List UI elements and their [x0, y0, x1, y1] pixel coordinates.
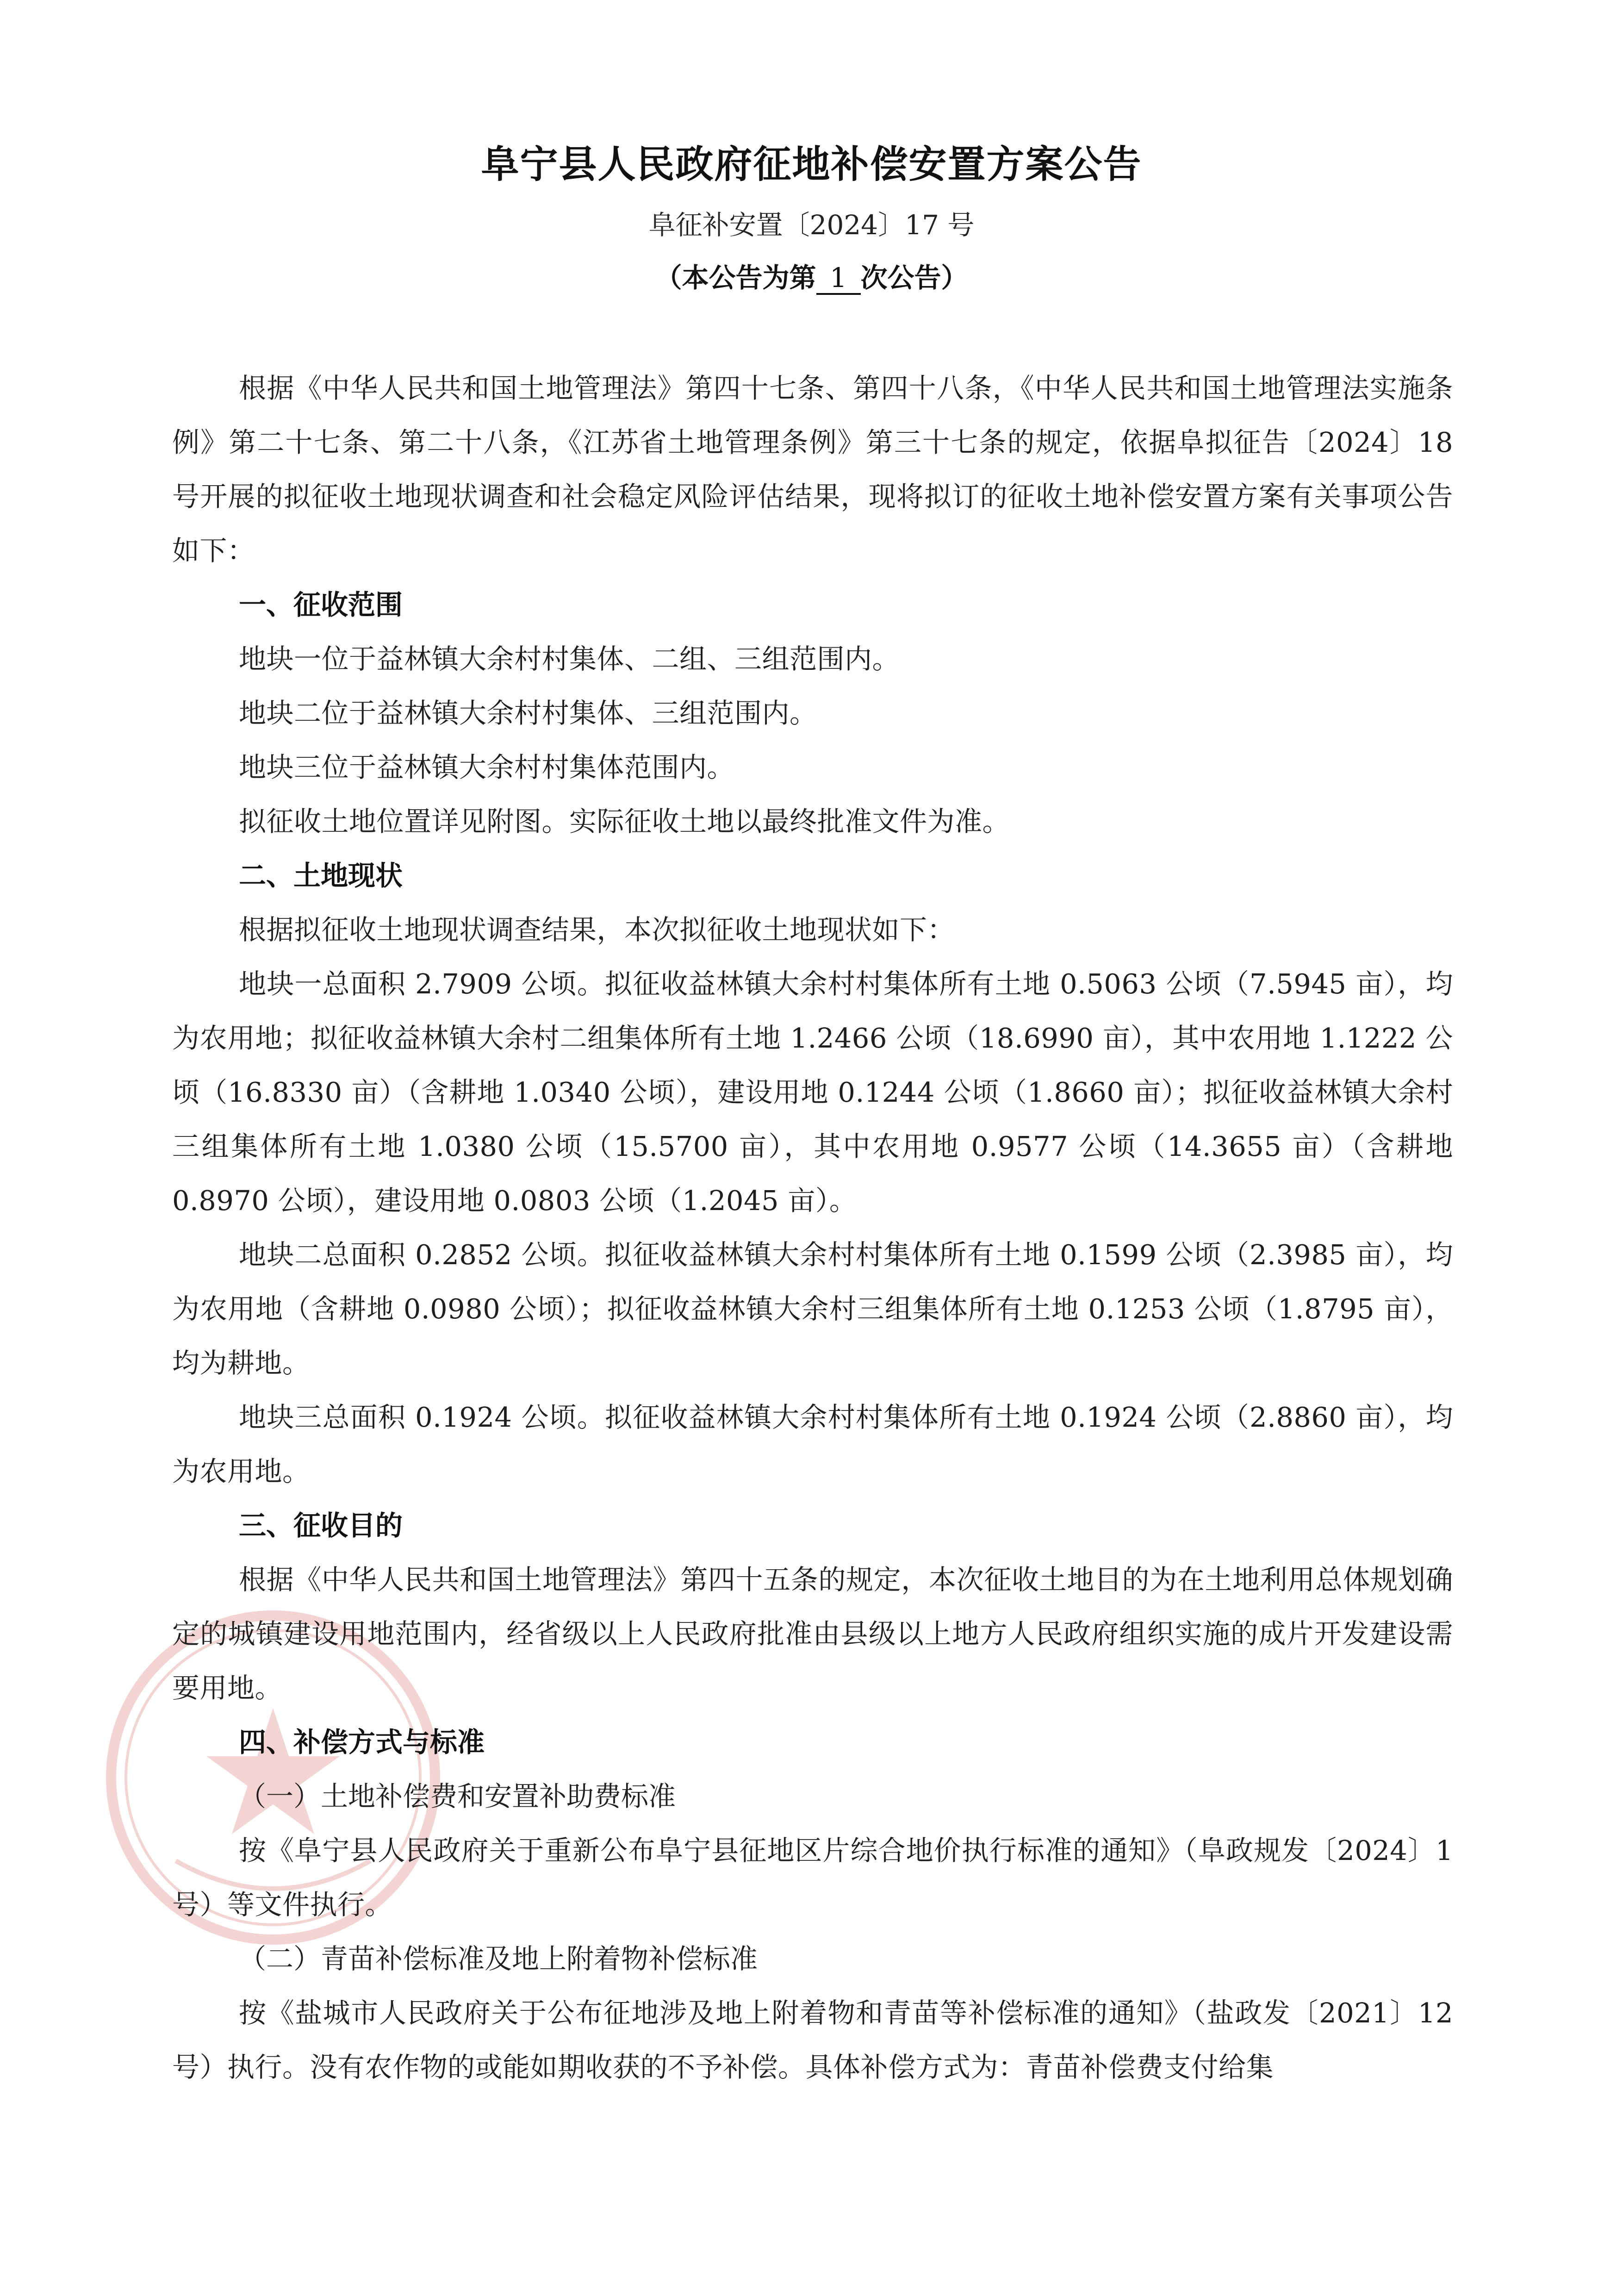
section-heading-scope: 一、征收范围 — [239, 589, 403, 621]
document-title: 阜宁县人民政府征地补偿安置方案公告 — [481, 143, 1142, 187]
notice-count-number: 1 — [816, 262, 861, 295]
status-paragraph: 地块三总面积 0.1924 公顷。拟征收益林镇大余村村集体所有土地 0.1924 公顷（2.8860 亩），均为农用地。 — [172, 1401, 1453, 1487]
intro-paragraph: 根据《中华人民共和国土地管理法》第四十七条、第四十八条，《中华人民共和国土地管理法实施条例》第二十七条、第二十八条，《江苏省土地管理条例》第三十七条的规定，依据阜拟征告〔2024〕18 号开展的拟征收土地现状调查和社会稳定风险评估结果，现将拟订的征收土地补偿安置方案有关事项公告如下： — [172, 372, 1453, 567]
section-heading-compensation: 四、补偿方式与标准 — [239, 1726, 485, 1758]
scope-paragraph: 地块一位于益林镇大余村村集体、二组、三组范围内。 — [239, 643, 900, 675]
scope-paragraph: 地块二位于益林镇大余村村集体、三组范围内。 — [239, 697, 817, 729]
notice-count — [0, 259, 1623, 296]
status-paragraph: 地块二总面积 0.2852 公顷。拟征收益林镇大余村村集体所有土地 0.1599 公顷（2.3985 亩），均为农用地（含耕地 0.0980 公顷）；拟征收益林镇大余村三组集体所有土地 0.1253 公顷（1.8795 亩），均为耕地。 — [172, 1239, 1453, 1379]
notice-count-suffix: 次公告） — [860, 262, 968, 293]
purpose-paragraph: 根据《中华人民共和国土地管理法》第四十五条的规定，本次征收土地目的为在土地利用总体规划确定的城镇建设用地范围内，经省级以上人民政府批准由县级以上地方人民政府组织实施的成片开发建设需要用地。 — [172, 1564, 1453, 1704]
subsection-heading-land-compensation: （一）土地补偿费和安置补助费标准 — [239, 1780, 676, 1812]
scope-paragraph: 拟征收土地位置详见附图。实际征收土地以最终批准文件为准。 — [239, 805, 1010, 837]
status-paragraph: 地块一总面积 2.7909 公顷。拟征收益林镇大余村村集体所有土地 0.5063 公顷（7.5945 亩），均为农用地；拟征收益林镇大余村二组集体所有土地 1.2466 公顷（18.6990 亩），其中农用地 1.1222 公顷（16.8330 亩）（含耕地 1.0340 公顷），建设用地 0.1244 公顷（1.8660 亩）；拟征收益林镇大余村三组集体所有土地 1.0380 公顷（15.5700 亩），其中农用地 0.9577 公顷（14.3655 亩）（含耕地 0.8970 公顷），建设用地 0.0803 公顷（1.2045 亩）。 — [172, 968, 1453, 1217]
status-paragraph: 根据拟征收土地现状调查结果，本次拟征收土地现状如下： — [239, 914, 955, 946]
section-heading-purpose: 三、征收目的 — [239, 1510, 403, 1541]
scope-paragraph: 地块三位于益林镇大余村村集体范围内。 — [239, 751, 735, 783]
document-body — [172, 361, 1453, 2094]
subsection-heading-crop-compensation: （二）青苗补偿标准及地上附着物补偿标准 — [239, 1943, 758, 1975]
document-number: 阜征补安置〔2024〕17 号 — [648, 209, 975, 241]
section-heading-status: 二、土地现状 — [239, 860, 403, 892]
land-compensation-paragraph: 按《阜宁县人民政府关于重新公布阜宁县征地区片综合地价执行标准的通知》（阜政规发〔2024〕1 号）等文件执行。 — [172, 1834, 1453, 1921]
crop-compensation-paragraph: 按《盐城市人民政府关于公布征地涉及地上附着物和青苗等补偿标准的通知》（盐政发〔2021〕12 号）执行。没有农作物的或能如期收获的不予补偿。具体补偿方式为：青苗补偿费支付给集 — [172, 1997, 1453, 2083]
notice-count-prefix: （本公告为第 — [655, 262, 816, 293]
